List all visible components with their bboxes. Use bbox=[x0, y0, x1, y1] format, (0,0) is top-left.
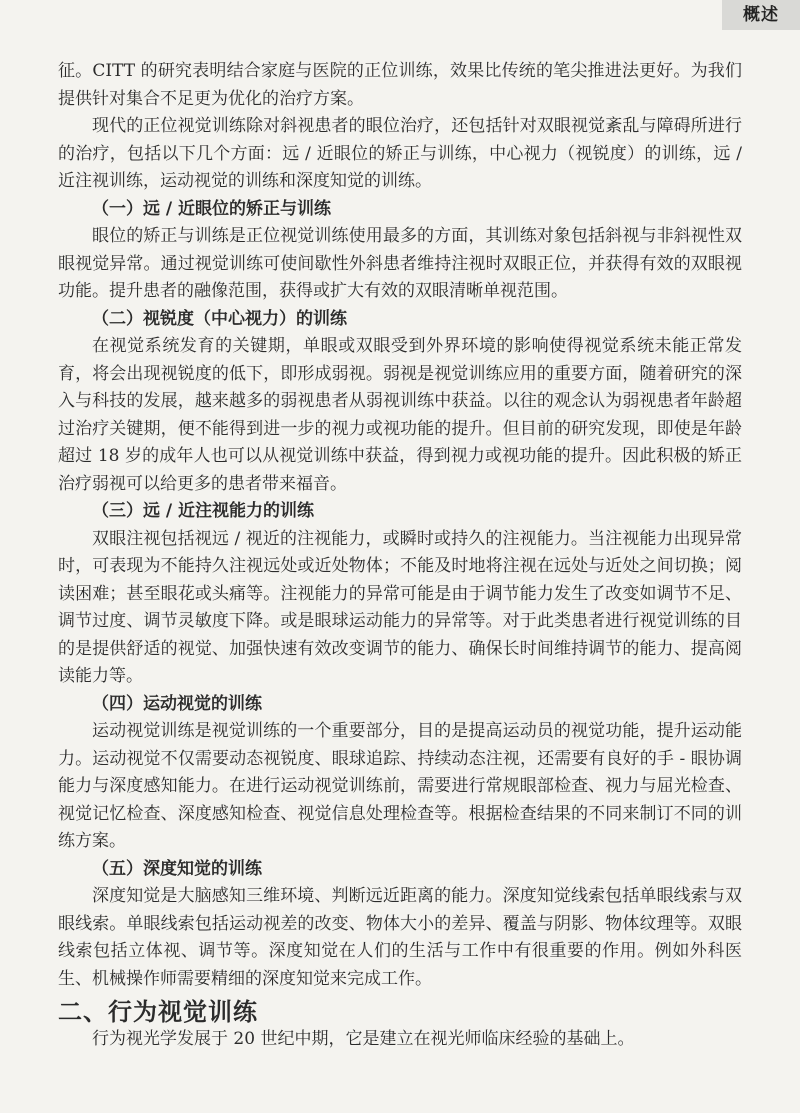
subheading-fixation: （三）远 / 近注视能力的训练 bbox=[92, 501, 315, 521]
chapter-tab: 概述 bbox=[722, 0, 800, 30]
subheading-sports-vision: （四）运动视觉的训练 bbox=[92, 693, 262, 714]
paragraph-fixation: 双眼注视包括视远 / 视近的注视能力，或瞬时或持久的注视能力。当注视能力出现异常时，可表现为不能持久注视远处或近处物体；不能及时地将注视在远处与近处之间切换；阅读困难；甚至眼花或头痛等。注视能力的异常可能是由于调节能力发生了改变如调节不足、调节过度、调节灵敏度下降。或是眼球运动能力的异常等。对于此类患者进行视觉训练的目的是提供舒适的视觉、加强快速有效改变调节的能力、确保长时间维持调节的能力、提高阅读能力等。 bbox=[58, 528, 742, 686]
paragraph-overview: 现代的正位视觉训练除对斜视患者的眼位治疗，还包括针对双眼视觉紊乱与障碍所进行的治疗，包括以下几个方面：远 / 近眼位的矫正与训练，中心视力（视锐度）的训练，远 / 近注视训练，运动视觉的训练和深度知觉的训练。 bbox=[58, 116, 742, 191]
subheading-depth-perception: （五）深度知觉的训练 bbox=[92, 858, 262, 879]
section-heading-behavioral: 二、行为视觉训练 bbox=[58, 998, 258, 1026]
paragraph-depth-perception: 深度知觉是大脑感知三维环境、判断远近距离的能力。深度知觉线索包括单眼线索与双眼线索。单眼线索包括运动视差的改变、物体大小的差异、覆盖与阴影、物体纹理等。双眼线索包括立体视、调节等。深度知觉在人们的生活与工作中有很重要的作用。例如外科医生、机械操作师需要精细的深度知觉来完成工作。 bbox=[58, 886, 742, 989]
subheading-visual-acuity: （二）视锐度（中心视力）的训练 bbox=[92, 308, 347, 329]
paragraph-behavioral: 行为视光学发展于 20 世纪中期，它是建立在视光师临床经验的基础上。 bbox=[92, 1029, 635, 1049]
subheading-eye-position: （一）远 / 近眼位的矫正与训练 bbox=[92, 198, 332, 219]
paragraph-visual-acuity: 在视觉系统发育的关键期，单眼或双眼受到外界环境的影响使得视觉系统未能正常发育，将会出现视锐度的低下，即形成弱视。弱视是视觉训练应用的重要方面，随着研究的深入与科技的发展，越来越多的弱视患者从弱视训练中获益。以往的观念认为弱视患者年龄超过治疗关键期，便不能得到进一步的视力或视功能的提升。但目前的研究发现，即使是年龄超过 18 岁的成年人也可以从视觉训练中获益，得到视力或视功能的提升。因此积极的矫正治疗弱视可以给更多的患者带来福音。 bbox=[58, 336, 742, 494]
paragraph-intro: 征。CITT 的研究表明结合家庭与医院的正位训练，效果比传统的笔尖推进法更好。为我们提供针对集合不足更为优化的治疗方案。 bbox=[58, 61, 742, 109]
page-body bbox=[58, 58, 742, 993]
paragraph-sports-vision: 运动视觉训练是视觉训练的一个重要部分，目的是提高运动员的视觉功能，提升运动能力。运动视觉不仅需要动态视锐度、眼球追踪、持续动态注视，还需要有良好的手 - 眼协调能力与深度感知能力。在进行运动视觉训练前，需要进行常规眼部检查、视力与屈光检查、视觉记忆检查、深度感知检查、视觉信息处理检查等。根据检查结果的不同来制订不同的训练方案。 bbox=[58, 721, 742, 851]
paragraph-eye-position: 眼位的矫正与训练是正位视觉训练使用最多的方面，其训练对象包括斜视与非斜视性双眼视觉异常。通过视觉训练可使间歇性外斜患者维持注视时双眼正位，并获得有效的双眼视功能。提升患者的融像范围，获得或扩大有效的双眼清晰单视范围。 bbox=[58, 226, 742, 301]
